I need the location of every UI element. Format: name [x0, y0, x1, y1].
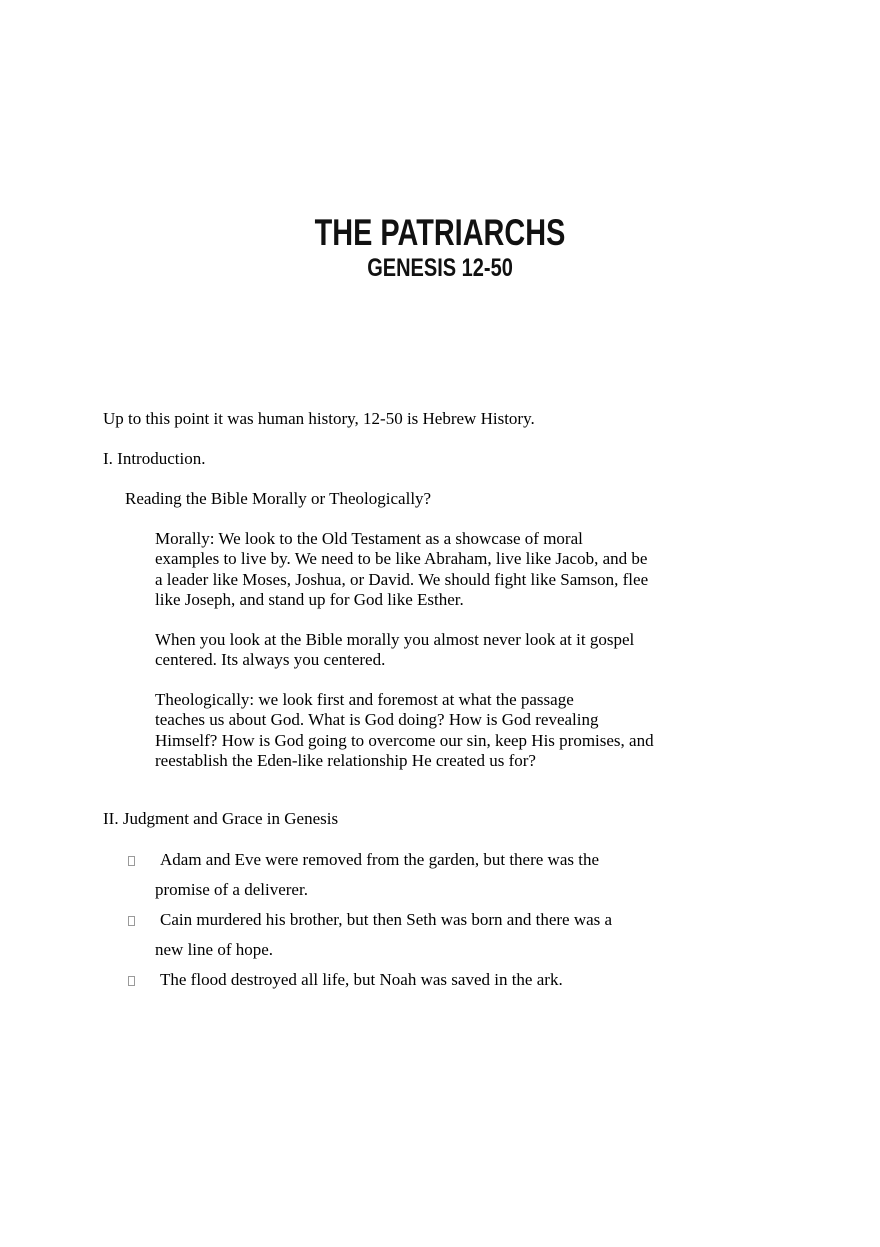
checkbox-bullet-icon — [128, 976, 135, 986]
section-2-heading: II. Judgment and Grace in Genesis — [103, 809, 339, 828]
checkbox-bullet-icon — [128, 856, 135, 866]
list-item-text: Adam and Eve were removed from the garden, but there was the — [160, 850, 599, 869]
morally-paragraph — [155, 529, 675, 610]
section-1-subheading: Reading the Bible Morally or Theologically? — [125, 489, 432, 508]
morally-line: a leader like Moses, Joshua, or David. We should fight like Samson, flee — [155, 569, 649, 589]
list-item-text: The flood destroyed all life, but Noah was saved in the ark. — [160, 970, 563, 989]
list-item-text-continued: promise of a deliverer. — [155, 880, 308, 899]
theologically-line: Himself? How is God going to overcome our sin, keep His promises, and — [155, 730, 654, 750]
gospel-line: When you look at the Bible morally you almost never look at it gospel — [155, 630, 635, 649]
checkbox-bullet-icon — [128, 916, 135, 926]
page-title: THE PATRIARCHS — [314, 212, 566, 253]
morally-line: like Joseph, and stand up for God like Esther. — [155, 589, 464, 609]
theologically-line: Theologically: we look first and foremost at what the passage — [155, 690, 574, 709]
list-item-text: Cain murdered his brother, but then Seth was born and there was a — [160, 910, 613, 929]
theologically-paragraph — [155, 690, 675, 771]
list-item-text-continued: new line of hope. — [155, 940, 274, 959]
intro-line: Up to this point it was human history, 12-50 is Hebrew History. — [103, 409, 535, 428]
section-1-heading: I. Introduction. — [103, 449, 206, 468]
gospel-line: centered. Its always you centered. — [155, 650, 386, 670]
gospel-paragraph — [155, 630, 675, 671]
theologically-line: teaches us about God. What is God doing? How is God revealing — [155, 710, 599, 730]
theologically-line: reestablish the Eden-like relationship He created us for? — [155, 750, 536, 770]
morally-line: Morally: We look to the Old Testament as a showcase of moral — [155, 529, 583, 548]
morally-line: examples to live by. We need to be like Abraham, live like Jacob, and be — [155, 549, 648, 569]
page-subtitle: GENESIS 12-50 — [367, 254, 513, 282]
